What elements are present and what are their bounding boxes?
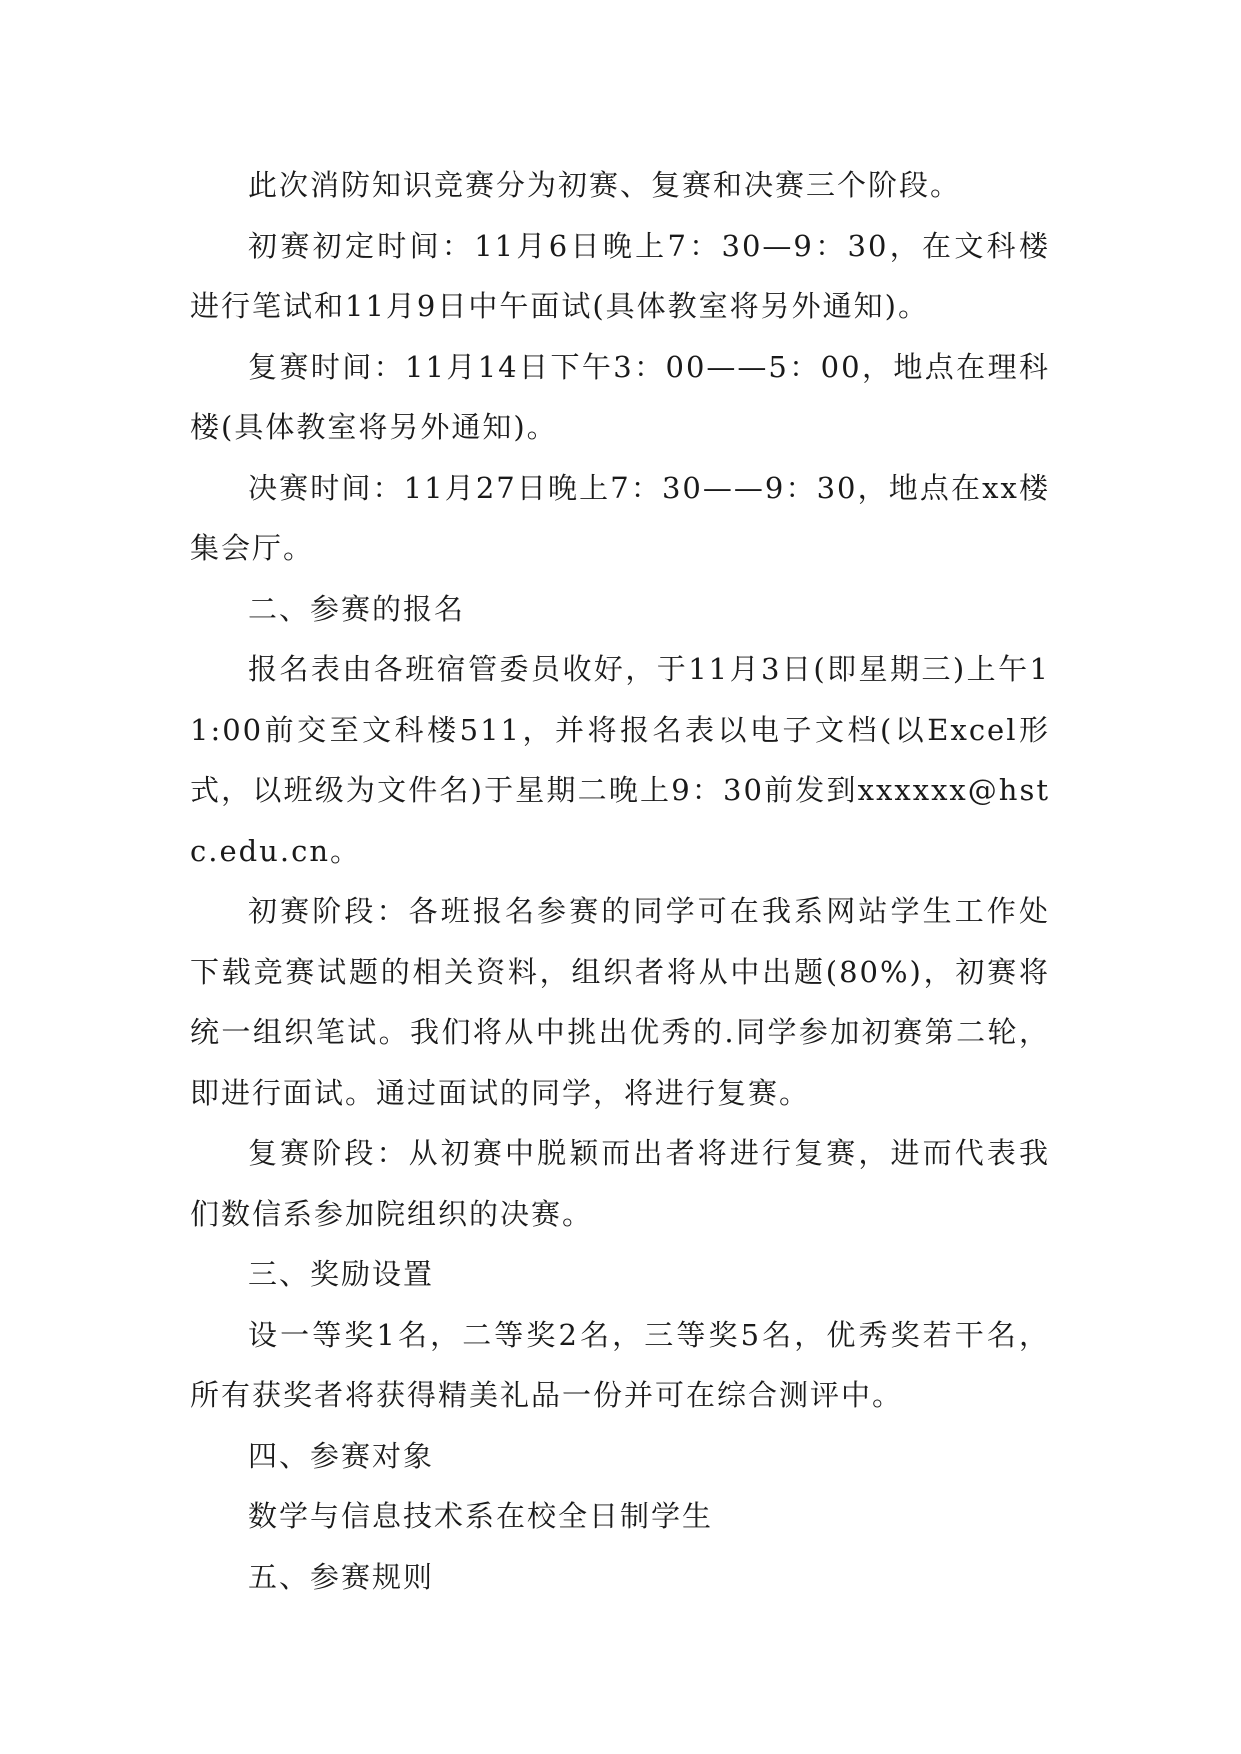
document-body <box>190 155 1050 1607</box>
section-heading-participants: 四、参赛对象 <box>248 1438 435 1473</box>
paragraph-preliminary-stage: 初赛阶段：各班报名参赛的同学可在我系网站学生工作处下载竞赛试题的相关资料，组织者将从中出题(80%)，初赛将统一组织笔试。我们将从中挑出优秀的.同学参加初赛第二轮，即进行面试。通过面试的同学，将进行复赛。 <box>190 894 1050 1110</box>
section-heading-rules: 五、参赛规则 <box>248 1559 435 1594</box>
paragraph-registration-details: 报名表由各班宿管委员收好，于11月3日(即星期三)上午11:00前交至文科楼511，并将报名表以电子文档(以Excel形式，以班级为文件名)于星期二晚上9：30前发到xxxxxx@hstc.edu.cn。 <box>190 652 1050 868</box>
paragraph-semifinal-time: 复赛时间：11月14日下午3：00——5：00，地点在理科楼(具体教室将另外通知)。 <box>190 349 1050 444</box>
section-heading-registration: 二、参赛的报名 <box>248 591 466 626</box>
paragraph-stages-intro: 此次消防知识竞赛分为初赛、复赛和决赛三个阶段。 <box>248 168 962 202</box>
paragraph-final-time: 决赛时间：11月27日晚上7：30——9：30，地点在xx楼集会厅。 <box>190 470 1050 565</box>
paragraph-semifinal-stage: 复赛阶段：从初赛中脱颖而出者将进行复赛，进而代表我们数信系参加院组织的决赛。 <box>190 1136 1050 1231</box>
paragraph-awards-details: 设一等奖1名，二等奖2名，三等奖5名，优秀奖若干名，所有获奖者将获得精美礼品一份并可在综合测评中。 <box>190 1317 1050 1412</box>
section-heading-awards: 三、奖励设置 <box>248 1257 435 1291</box>
paragraph-preliminary-time: 初赛初定时间：11月6日晚上7：30—9：30，在文科楼进行笔试和11月9日中午面试(具体教室将另外通知)。 <box>190 228 1050 323</box>
paragraph-participants: 数学与信息技术系在校全日制学生 <box>248 1499 714 1533</box>
